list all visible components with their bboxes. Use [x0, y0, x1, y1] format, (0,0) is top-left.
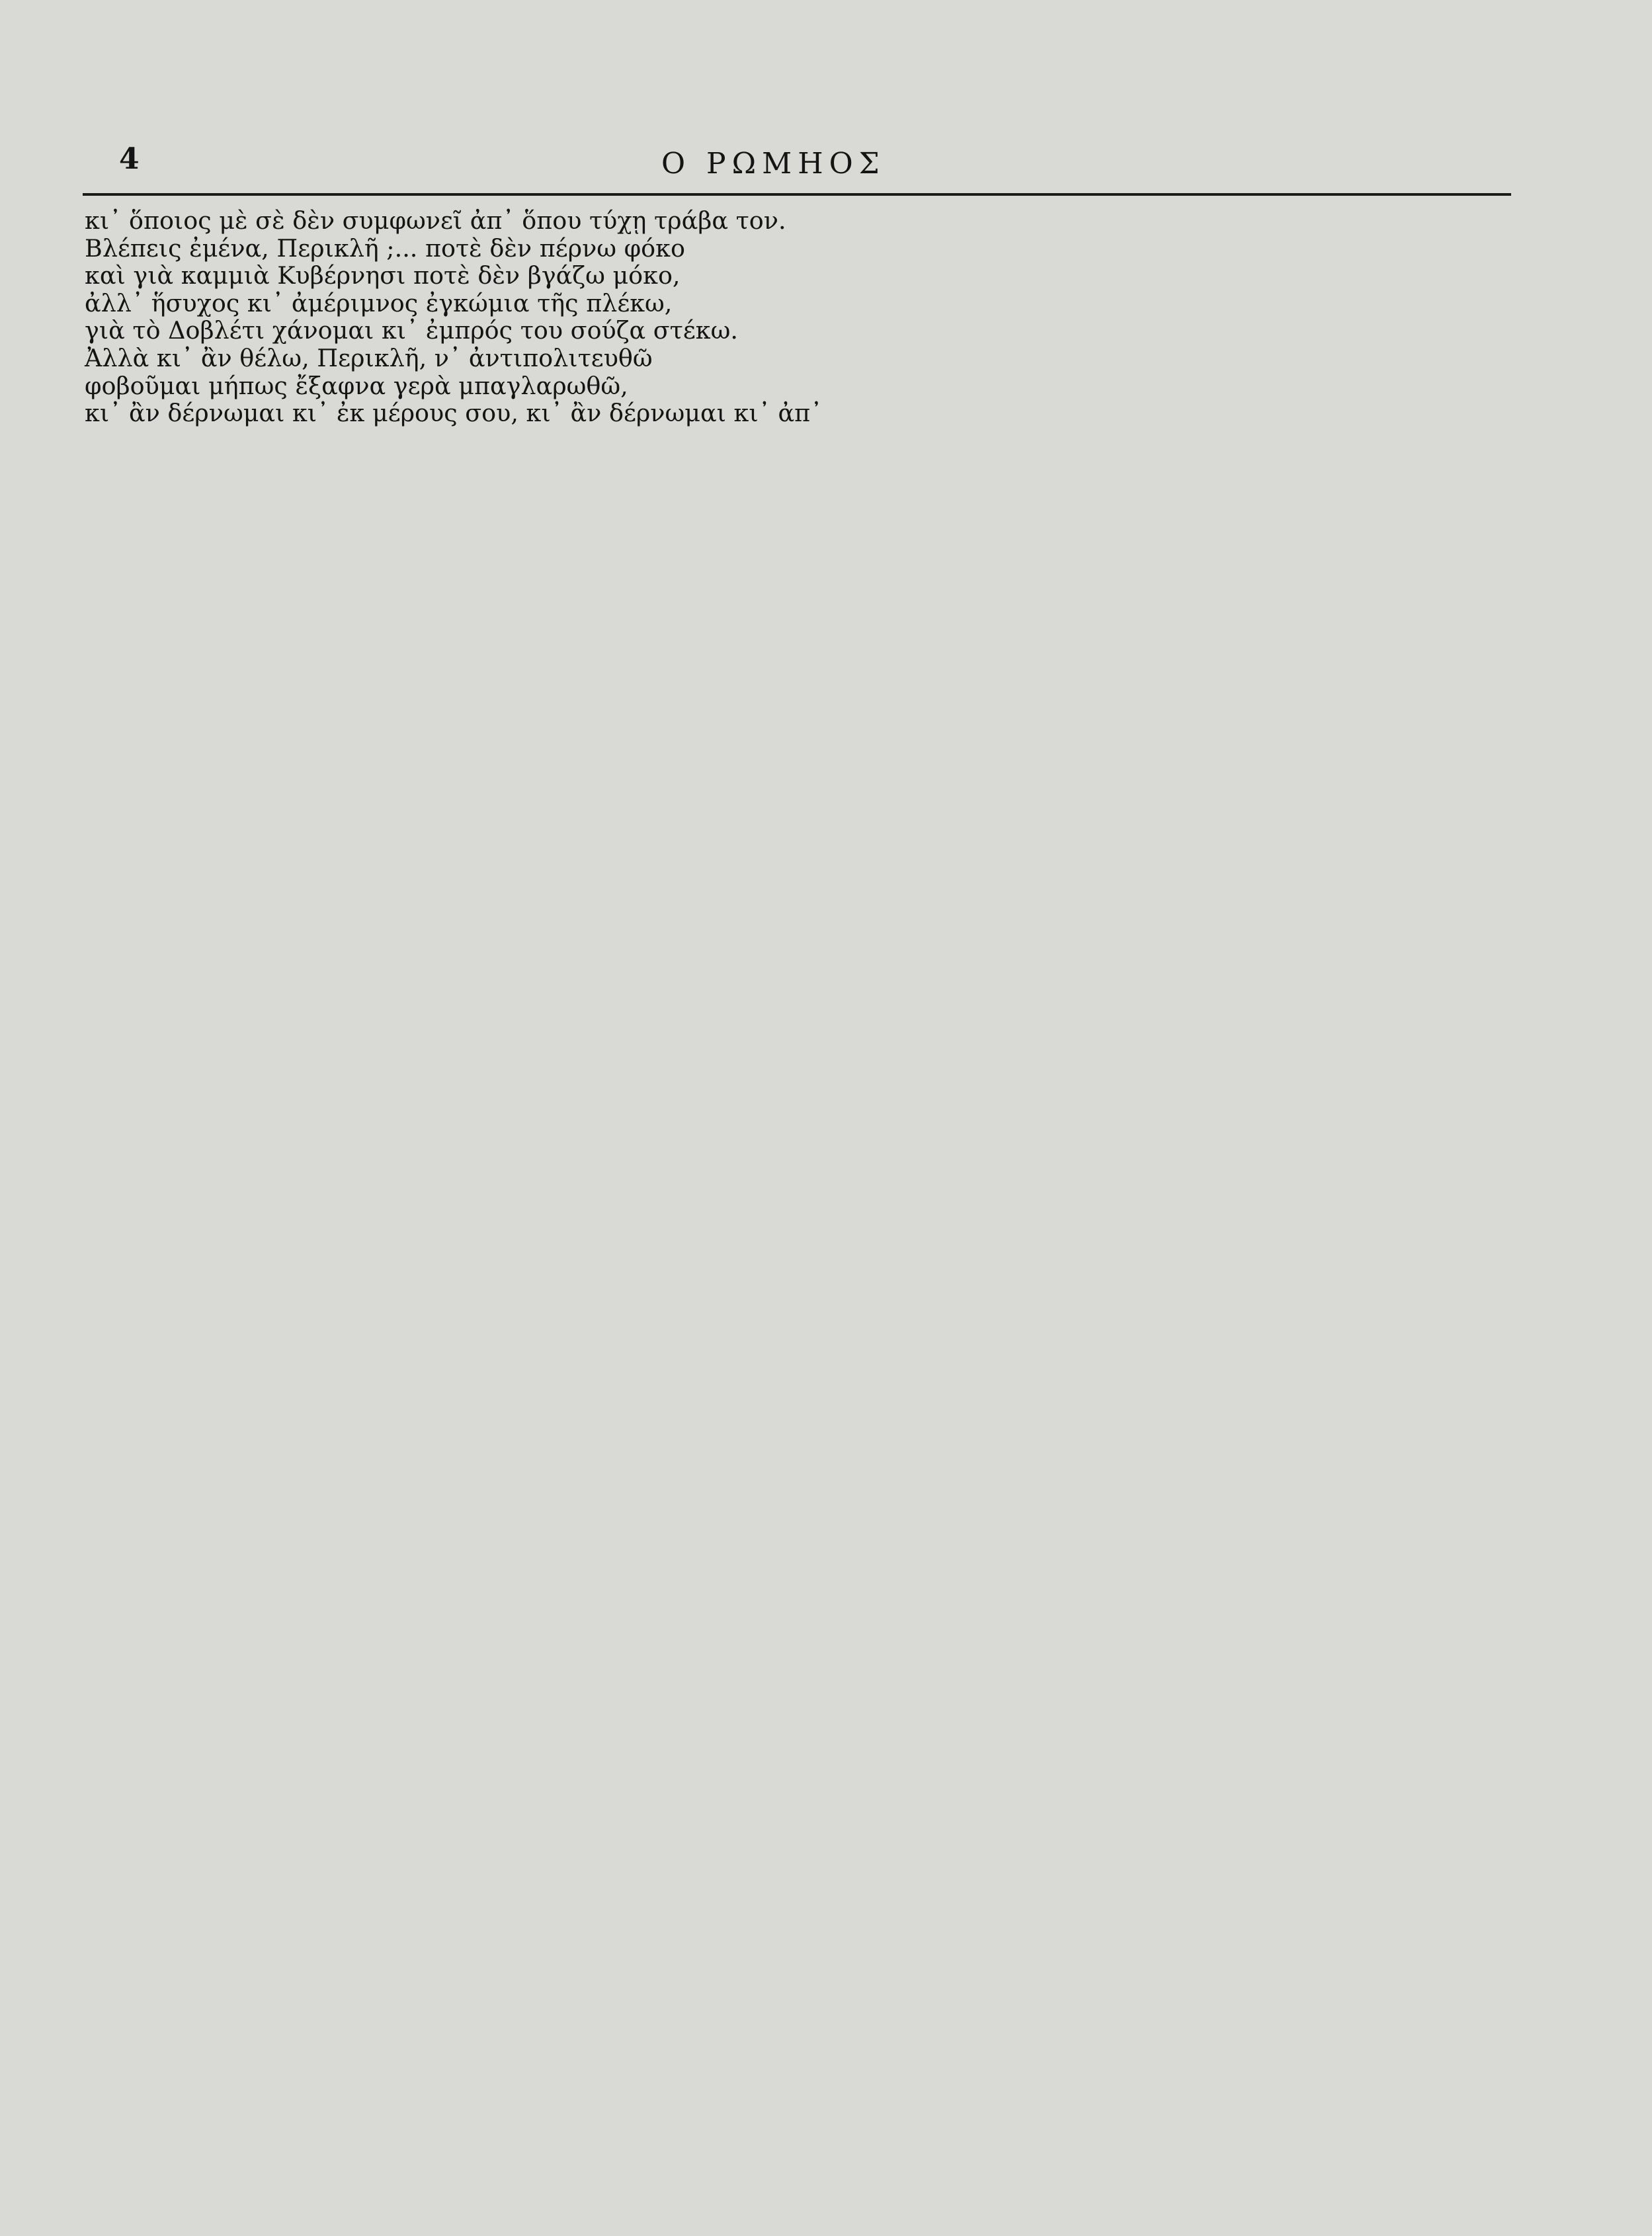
verse-line: κι᾽ ἂν δέρνωμαι κι᾽ ἐκ μέρους σου, κι᾽ ἂν δέρνωμαι κι᾽ ἀπ᾽: [85, 399, 823, 428]
verse-line: Βλέπεις ἐμένα, Περικλῆ ;... ποτὲ δὲν πέρνω φόκο: [85, 233, 685, 263]
verse-line: φοβοῦμαι μήπως ἔξαφνα γερὰ μπαγλαρωθῶ,: [85, 371, 628, 400]
verse-line: καὶ γιὰ καμμιὰ Κυβέρνησι ποτὲ δὲν βγάζω μόκο,: [85, 261, 681, 290]
verse-line: ἀλλ᾽ ἥσυχος κι᾽ ἀμέριμνος ἐγκώμια τῆς πλέκω,: [85, 288, 673, 317]
verse-line: Ἀλλὰ κι᾽ ἂν θέλω, Περικλῆ, ν᾽ ἀντιπολιτευθῶ: [85, 343, 653, 372]
verse-line: κι᾽ ὅποιος μὲ σὲ δὲν συμφωνεῖ ἀπ᾽ ὅπου τύχῃ τράβα τον.: [85, 206, 786, 235]
left-column: [85, 206, 823, 428]
masthead-title: Ο ΡΩΜΗΟΣ: [661, 147, 886, 181]
header-rule: [83, 193, 1511, 196]
verse-line: γιὰ τὸ Δοβλέτι χάνομαι κι᾽ ἐμπρός του σούζα στέκω.: [85, 316, 738, 345]
page-number: 4: [119, 142, 140, 176]
